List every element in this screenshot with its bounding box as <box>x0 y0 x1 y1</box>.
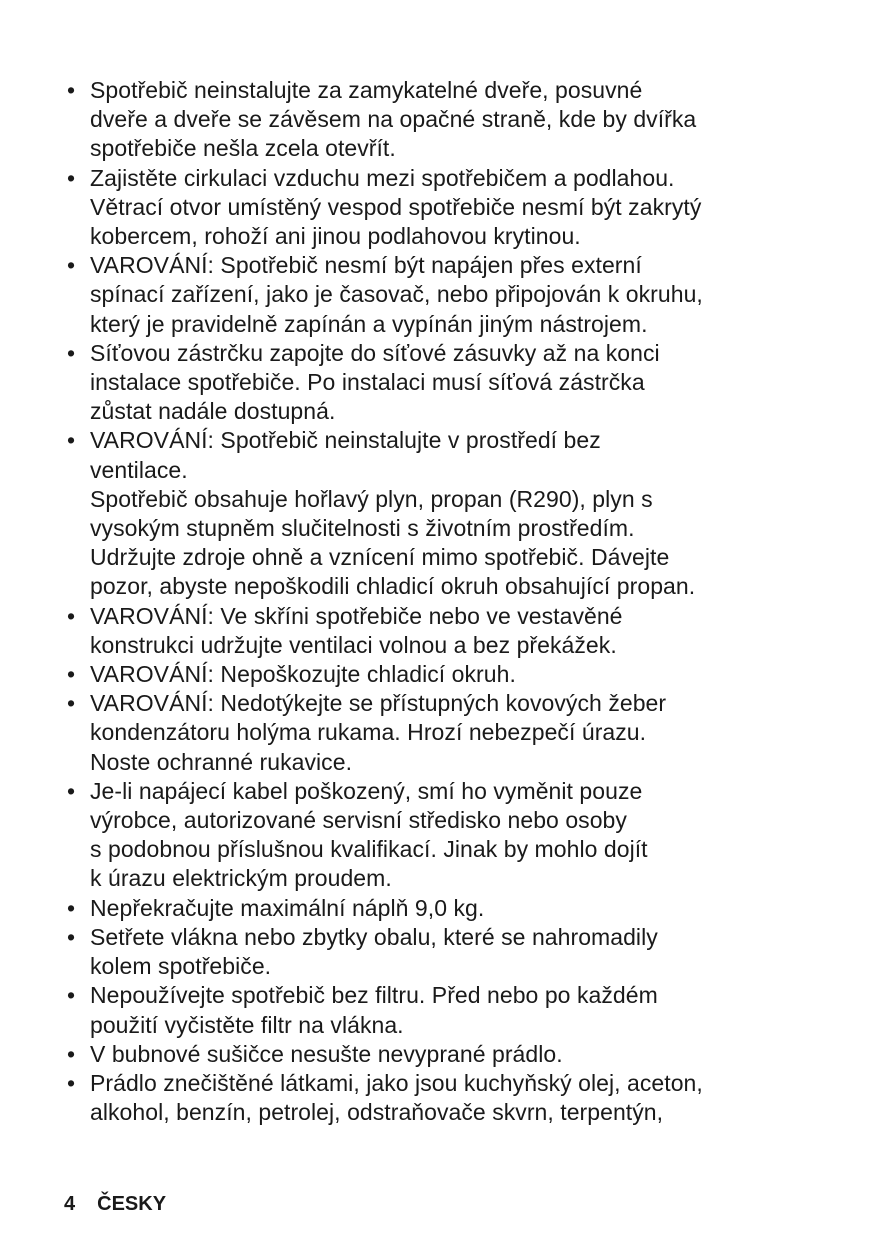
list-item-line: Noste ochranné rukavice. <box>90 748 353 775</box>
bullet-icon: • <box>66 1069 76 1096</box>
list-item-line: kolem spotřebiče. <box>90 953 272 980</box>
list-item-line: dveře a dveře se závěsem na opačné straně, kde by dvířka <box>90 106 697 133</box>
bullet-icon: • <box>66 164 76 191</box>
bullet-icon: • <box>66 339 76 366</box>
list-item-line: zůstat nadále dostupná. <box>90 398 336 425</box>
list-item <box>62 602 822 660</box>
list-item <box>62 1040 822 1069</box>
list-item-line: VAROVÁNÍ: Nepoškozujte chladicí okruh. <box>90 661 516 688</box>
list-item-line: Nepoužívejte spotřebič bez filtru. Před nebo po každém <box>90 982 658 1009</box>
list-item-line: konstrukci udržujte ventilaci volnou a bez překážek. <box>90 631 617 658</box>
bullet-icon: • <box>66 894 76 921</box>
list-item-line: Větrací otvor umístěný vespod spotřebiče nesmí být zakrytý <box>90 193 702 220</box>
list-item-line: instalace spotřebiče. Po instalaci musí síťová zástrčka <box>90 369 645 396</box>
list-item-line: ventilace. <box>90 456 188 483</box>
list-item-line: VAROVÁNÍ: Spotřebič nesmí být napájen přes externí <box>90 252 642 279</box>
bullet-icon: • <box>66 923 76 950</box>
list-item <box>62 923 822 981</box>
bullet-icon: • <box>66 777 76 804</box>
list-item-line: kobercem, rohoží ani jinou podlahovou krytinou. <box>90 223 581 250</box>
list-item-line: Nepřekračujte maximální náplň 9,0 kg. <box>90 894 485 921</box>
list-item <box>62 426 822 601</box>
list-item-line: Síťovou zástrčku zapojte do síťové zásuvky až na konci <box>90 339 660 366</box>
list-item-line: vysokým stupněm slučitelnosti s životním prostředím. <box>90 515 635 542</box>
list-item-line: VAROVÁNÍ: Ve skříni spotřebiče nebo ve vestavěné <box>90 602 623 629</box>
list-item-line: Spotřebič neinstalujte za zamykatelné dveře, posuvné <box>90 77 643 103</box>
list-item <box>62 660 822 689</box>
list-item <box>62 251 822 339</box>
bullet-icon: • <box>66 602 76 629</box>
page-footer <box>64 1192 166 1216</box>
safety-instructions-list <box>62 76 822 1127</box>
bullet-icon: • <box>66 77 76 103</box>
list-item-line: pozor, abyste nepoškodili chladicí okruh obsahující propan. <box>90 573 696 600</box>
list-item <box>62 981 822 1039</box>
list-item-line: kondenzátoru holýma rukama. Hrozí nebezpečí úrazu. <box>90 719 647 746</box>
list-item-line: který je pravidelně zapínán a vypínán jiným nástrojem. <box>90 310 648 337</box>
list-item-line: použití vyčistěte filtr na vlákna. <box>90 1011 404 1038</box>
list-item <box>62 777 822 894</box>
list-item <box>62 894 822 923</box>
bullet-icon: • <box>66 690 76 717</box>
list-item <box>62 164 822 252</box>
list-item-line: alkohol, benzín, petrolej, odstraňovače skvrn, terpentýn, <box>90 1099 664 1126</box>
list-item-line: Udržujte zdroje ohně a vznícení mimo spotřebič. Dávejte <box>90 544 670 571</box>
bullet-icon: • <box>66 661 76 688</box>
bullet-icon: • <box>66 427 76 454</box>
bullet-icon: • <box>66 1040 76 1067</box>
list-item-line: Je-li napájecí kabel poškozený, smí ho vyměnit pouze <box>90 777 643 804</box>
language-label: ČESKY <box>97 1193 167 1215</box>
list-item <box>62 1069 822 1127</box>
list-item-line: Prádlo znečištěné látkami, jako jsou kuchyňský olej, aceton, <box>90 1069 703 1096</box>
list-item-line: Zajistěte cirkulaci vzduchu mezi spotřebičem a podlahou. <box>90 164 675 191</box>
list-item-line: VAROVÁNÍ: Spotřebič neinstalujte v prostředí bez <box>90 427 601 454</box>
list-item-line: Spotřebič obsahuje hořlavý plyn, propan (R290), plyn s <box>90 485 653 512</box>
list-item-line: V bubnové sušičce nesušte nevyprané prádlo. <box>90 1040 563 1067</box>
list-item-line: k úrazu elektrickým proudem. <box>90 865 392 892</box>
list-item-line: s podobnou příslušnou kvalifikací. Jinak by mohlo dojít <box>90 836 648 863</box>
list-item-line: VAROVÁNÍ: Nedotýkejte se přístupných kovových žeber <box>90 690 667 717</box>
list-item-line: Setřete vlákna nebo zbytky obalu, které se nahromadily <box>90 923 658 950</box>
bullet-icon: • <box>66 252 76 279</box>
list-item-line: výrobce, autorizované servisní středisko nebo osoby <box>90 807 627 834</box>
list-item <box>62 339 822 427</box>
page-number: 4 <box>64 1193 76 1215</box>
list-item-line: spotřebiče nešla zcela otevřít. <box>90 135 396 162</box>
bullet-icon: • <box>66 982 76 1009</box>
list-item-line: spínací zařízení, jako je časovač, nebo připojován k okruhu, <box>90 281 703 308</box>
list-item <box>62 689 822 777</box>
list-item <box>62 76 822 164</box>
